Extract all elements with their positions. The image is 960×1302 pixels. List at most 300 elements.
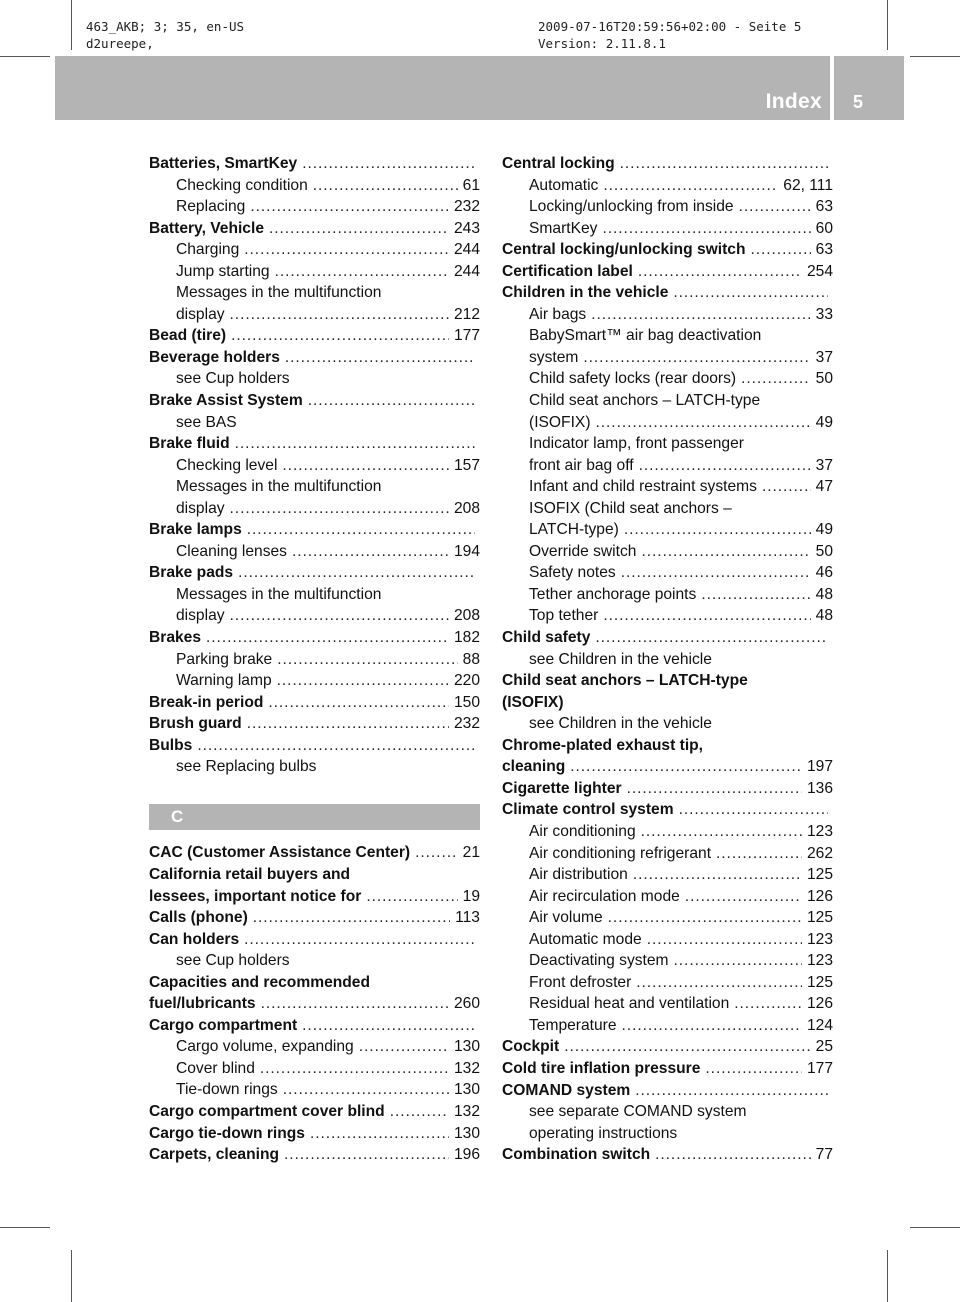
index-subentry [502, 368, 833, 390]
page-reference: 177 [453, 327, 480, 345]
dot-leader [253, 907, 450, 929]
entry-label: Cigarette lighter [502, 779, 622, 797]
dot-leader [390, 1101, 449, 1123]
entry-label: Charging [176, 241, 240, 259]
entry-label: Cargo compartment cover blind [149, 1102, 385, 1120]
entry-label: Parking brake [176, 650, 273, 668]
page-reference: 130 [453, 1124, 480, 1142]
entry-label: fuel/lubricants [149, 995, 256, 1013]
page-reference: 21 [462, 844, 480, 862]
dot-leader [250, 196, 449, 218]
entry-label: Air recirculation mode [529, 887, 680, 905]
dot-leader [564, 1036, 810, 1058]
dot-leader [608, 907, 802, 929]
page-reference: 243 [453, 219, 480, 237]
dot-leader [583, 347, 810, 369]
entry-label: Jump starting [176, 262, 270, 280]
page-reference: 130 [453, 1081, 480, 1099]
index-entry [149, 562, 480, 584]
index-subentry [149, 950, 480, 972]
page-reference: 37 [815, 348, 833, 366]
index-subentry [502, 218, 833, 240]
dot-leader [231, 325, 449, 347]
index-entry [502, 153, 833, 175]
page-reference: 48 [815, 607, 833, 625]
entry-label: display [176, 607, 225, 625]
index-entry [502, 282, 833, 304]
index-subentry [502, 390, 833, 412]
index-subentry [149, 1036, 480, 1058]
dot-leader [750, 239, 810, 261]
dot-leader [705, 1058, 802, 1080]
index-subentry [502, 412, 833, 434]
entry-label: Air distribution [529, 866, 628, 884]
dot-leader [247, 519, 475, 541]
index-subentry [502, 455, 833, 477]
index-subentry [502, 304, 833, 326]
entry-label: Cargo volume, expanding [176, 1038, 354, 1056]
page-reference: 208 [453, 499, 480, 517]
dot-leader [647, 929, 802, 951]
entry-label: Tether anchorage points [529, 585, 697, 603]
dot-leader [639, 455, 811, 477]
meta-left-line1: 463_AKB; 3; 35, en-US [86, 19, 245, 34]
dot-leader [230, 498, 449, 520]
page-reference: 125 [806, 909, 833, 927]
index-entry [149, 1101, 480, 1123]
page-reference: 136 [806, 779, 833, 797]
dot-leader [633, 864, 802, 886]
dot-leader [741, 368, 811, 390]
entry-label: see BAS [176, 413, 237, 431]
entry-label: Warning lamp [176, 672, 272, 690]
crop-mark [0, 1227, 50, 1228]
dot-leader [302, 1015, 475, 1037]
entry-label: cleaning [502, 758, 566, 776]
entry-label: Child safety locks (rear doors) [529, 370, 737, 388]
entry-label: Messages in the multifunction [176, 478, 382, 496]
entry-label: Override switch [529, 542, 637, 560]
page-reference: 220 [453, 672, 480, 690]
index-entry [502, 627, 833, 649]
entry-label: COMAND system [502, 1081, 631, 1099]
dot-leader [739, 196, 811, 218]
page-reference: 49 [815, 521, 833, 539]
index-subentry [502, 562, 833, 584]
index-entry [149, 886, 480, 908]
entry-label: front air bag off [529, 456, 634, 474]
page-reference: 88 [462, 650, 480, 668]
entry-label: Brush guard [149, 715, 242, 733]
entry-label: Tie-down rings [176, 1081, 278, 1099]
entry-label: Safety notes [529, 564, 616, 582]
dot-leader [627, 778, 802, 800]
page-reference: 208 [453, 607, 480, 625]
dot-leader [673, 282, 828, 304]
dot-leader [716, 843, 802, 865]
index-subentry [149, 261, 480, 283]
entry-label: Batteries, SmartKey [149, 155, 298, 172]
index-subentry [502, 196, 833, 218]
index-subentry [502, 713, 833, 735]
index-entry [149, 993, 480, 1015]
page-reference: 48 [815, 585, 833, 603]
index-subentry [502, 1123, 833, 1145]
dot-leader [591, 304, 810, 326]
print-meta-left [86, 18, 244, 52]
entry-label: Replacing [176, 198, 246, 216]
entry-label: system [529, 348, 579, 366]
page-reference: 50 [815, 542, 833, 560]
dot-leader [282, 455, 449, 477]
dot-leader [359, 1036, 449, 1058]
index-subentry [149, 455, 480, 477]
index-subentry [149, 412, 480, 434]
dot-leader [701, 584, 810, 606]
page-reference: 126 [806, 995, 833, 1013]
dot-leader [283, 1079, 449, 1101]
entry-label: lessees, important notice for [149, 887, 362, 905]
page-reference: 177 [806, 1059, 833, 1077]
dot-leader [636, 972, 802, 994]
entry-label: Brake fluid [149, 435, 230, 453]
entry-label: Locking/unlocking from inside [529, 198, 734, 216]
entry-label: Brake pads [149, 564, 234, 582]
crop-mark [887, 0, 888, 50]
page-reference: 232 [453, 198, 480, 216]
index-entry [149, 1144, 480, 1166]
dot-leader [620, 153, 828, 175]
index-subentry [502, 929, 833, 951]
entry-label: Children in the vehicle [502, 284, 669, 302]
index-subentry [502, 821, 833, 843]
page-reference: 150 [453, 693, 480, 711]
dot-leader [247, 713, 449, 735]
entry-label: (ISOFIX) [502, 693, 564, 711]
entry-label: Automatic mode [529, 930, 642, 948]
index-subentry [502, 886, 833, 908]
entry-label: California retail buyers and [149, 865, 351, 883]
index-entry [502, 735, 833, 757]
dot-leader [284, 1144, 449, 1166]
entry-label: Certification label [502, 262, 633, 280]
entry-label: (ISOFIX) [529, 413, 591, 431]
entry-label: Messages in the multifunction [176, 284, 382, 302]
index-subentry [149, 584, 480, 606]
page-reference: 62, 111 [783, 176, 833, 194]
index-subentry [502, 993, 833, 1015]
entry-label: CAC (Customer Assistance Center) [149, 844, 411, 862]
crop-mark [71, 1250, 72, 1302]
dot-leader [292, 541, 449, 563]
entry-label: Cleaning lenses [176, 542, 287, 560]
dot-leader [641, 541, 810, 563]
index-subentry [502, 541, 833, 563]
index-subentry [149, 196, 480, 218]
entry-label: Child seat anchors – LATCH-type [502, 672, 748, 690]
page-reference: 77 [815, 1146, 833, 1164]
entry-label: Brakes [149, 629, 202, 647]
index-entry [149, 347, 480, 369]
entry-label: see Cup holders [176, 370, 290, 388]
index-subentry [149, 368, 480, 390]
index-entry [502, 1144, 833, 1166]
index-entry [149, 325, 480, 347]
index-subentry [149, 1058, 480, 1080]
index-subentry [149, 541, 480, 563]
page-reference: 197 [806, 758, 833, 776]
entry-label: see Cup holders [176, 952, 290, 970]
entry-label: Calls (phone) [149, 909, 248, 927]
page-reference: 63 [815, 198, 833, 216]
dot-leader [595, 627, 828, 649]
index-entry [149, 692, 480, 714]
page-reference: 132 [453, 1059, 480, 1077]
index-entry [149, 433, 480, 455]
index-entry [502, 261, 833, 283]
index-subentry [502, 433, 833, 455]
index-entry [502, 778, 833, 800]
page-reference: 260 [453, 995, 480, 1013]
entry-label: Cargo tie-down rings [149, 1124, 305, 1142]
dot-leader [285, 347, 475, 369]
index-entry [149, 218, 480, 240]
dot-leader [762, 476, 811, 498]
page-reference: 182 [453, 629, 480, 647]
dot-leader [302, 153, 475, 175]
entry-label: Cold tire inflation pressure [502, 1059, 701, 1077]
dot-leader [655, 1144, 811, 1166]
index-subentry [502, 175, 833, 197]
index-subentry [502, 605, 833, 627]
index-subentry [502, 476, 833, 498]
dot-leader [674, 950, 802, 972]
index-entry [149, 907, 480, 929]
entry-label: operating instructions [529, 1124, 678, 1142]
page-reference: 47 [815, 478, 833, 496]
entry-label: Brake lamps [149, 521, 242, 539]
page-number: 5 [852, 92, 863, 112]
print-meta-right [538, 18, 801, 52]
dot-leader [638, 261, 802, 283]
page-reference: 125 [806, 866, 833, 884]
entry-label: Carpets, cleaning [149, 1146, 279, 1164]
entry-label: Checking condition [176, 176, 308, 194]
entry-label: Bulbs [149, 736, 193, 754]
index-subentry [502, 972, 833, 994]
dot-leader [277, 649, 457, 671]
entry-label: Air conditioning refrigerant [529, 844, 712, 862]
dot-leader [635, 1080, 828, 1102]
page-reference: 61 [462, 176, 480, 194]
entry-label: Central locking/unlocking switch [502, 241, 746, 259]
entry-label: Battery, Vehicle [149, 219, 264, 237]
dot-leader [734, 993, 802, 1015]
page-reference: 46 [815, 564, 833, 582]
entry-label: Capacities and recommended [149, 973, 370, 991]
index-subentry [149, 670, 480, 692]
dot-leader [622, 1015, 802, 1037]
meta-right-line1: 2009-07-16T20:59:56+02:00 - Seite 5 [538, 19, 802, 34]
dot-leader [570, 756, 802, 778]
dot-leader [244, 239, 449, 261]
entry-label: Checking level [176, 456, 278, 474]
page-reference: 49 [815, 413, 833, 431]
section-letter-c: C [149, 804, 480, 830]
dot-leader [238, 562, 475, 584]
index-subentry [502, 347, 833, 369]
dot-leader [602, 218, 810, 240]
entry-label: Cargo compartment [149, 1016, 298, 1034]
index-subentry [149, 304, 480, 326]
entry-label: Residual heat and ventilation [529, 995, 730, 1013]
dot-leader [275, 261, 449, 283]
entry-label: see Children in the vehicle [529, 715, 712, 733]
index-entry [502, 670, 833, 692]
section-title: Index [765, 90, 822, 113]
index-entry [149, 1015, 480, 1037]
index-subentry [502, 1015, 833, 1037]
dot-leader [603, 175, 778, 197]
index-subentry [502, 864, 833, 886]
meta-right-line2: Version: 2.11.8.1 [538, 36, 666, 51]
page-reference: 113 [455, 909, 480, 927]
entry-label: Break-in period [149, 693, 264, 711]
index-column-right [502, 153, 833, 1166]
index-subentry [502, 325, 833, 347]
dot-leader [261, 993, 449, 1015]
page-reference: 262 [806, 844, 833, 862]
entry-label: Child seat anchors – LATCH-type [529, 392, 761, 410]
page-reference: 37 [815, 456, 833, 474]
entry-label: Temperature [529, 1016, 617, 1034]
index-entry [149, 929, 480, 951]
index-entry [149, 842, 480, 864]
entry-label: display [176, 305, 225, 323]
index-entry [149, 1123, 480, 1145]
meta-left-line2: d2ureepe, [86, 36, 154, 51]
page-reference: 124 [806, 1016, 833, 1034]
entry-label: BabySmart™ air bag deactivation [529, 327, 762, 345]
dot-leader [603, 605, 810, 627]
index-subentry [502, 1101, 833, 1123]
index-subentry [502, 950, 833, 972]
entry-label: ISOFIX (Child seat anchors – [529, 499, 732, 517]
entry-label: Chrome-plated exhaust tip, [502, 736, 704, 754]
dot-leader [310, 1123, 449, 1145]
dot-leader [197, 735, 475, 757]
page-reference: 254 [806, 262, 833, 280]
entry-label: Air bags [529, 305, 587, 323]
dot-leader [679, 799, 828, 821]
index-subentry [502, 519, 833, 541]
index-entry [149, 735, 480, 757]
dot-leader [596, 412, 811, 434]
entry-label: display [176, 499, 225, 517]
crop-mark [887, 1250, 888, 1302]
dot-leader [624, 519, 811, 541]
entry-label: Deactivating system [529, 952, 669, 970]
index-list-b [149, 153, 480, 778]
index-entry [149, 864, 480, 886]
entry-label: Beverage holders [149, 348, 280, 366]
dot-leader [230, 304, 449, 326]
crop-mark [0, 56, 50, 57]
page-reference: 25 [815, 1038, 833, 1056]
page-reference: 126 [806, 887, 833, 905]
index-subentry [149, 282, 480, 304]
entry-label: Combination switch [502, 1146, 651, 1164]
entry-label: Can holders [149, 930, 240, 948]
page-reference: 132 [453, 1102, 480, 1120]
index-entry [149, 972, 480, 994]
dot-leader [366, 886, 457, 908]
page-reference: 123 [806, 930, 833, 948]
index-subentry [149, 649, 480, 671]
index-entry [502, 1036, 833, 1058]
index-subentry [502, 843, 833, 865]
index-subentry [149, 476, 480, 498]
index-subentry [149, 175, 480, 197]
page-reference: 125 [806, 973, 833, 991]
entry-label: Indicator lamp, front passenger [529, 435, 744, 453]
dot-leader [269, 218, 449, 240]
page-reference: 60 [815, 219, 833, 237]
index-subentry [149, 239, 480, 261]
dot-leader [206, 627, 449, 649]
dot-leader [235, 433, 475, 455]
page-reference: 19 [462, 887, 480, 905]
crop-mark [910, 56, 960, 57]
dot-leader [641, 821, 802, 843]
page-reference: 50 [815, 370, 833, 388]
dot-leader [268, 692, 449, 714]
index-subentry [149, 498, 480, 520]
entry-label: SmartKey [529, 219, 598, 237]
entry-label: Climate control system [502, 801, 674, 819]
index-entry [502, 756, 833, 778]
entry-label: Front defroster [529, 973, 632, 991]
entry-label: LATCH-type) [529, 521, 619, 539]
page-reference: 196 [453, 1146, 480, 1164]
dot-leader [685, 886, 802, 908]
page-reference: 33 [815, 305, 833, 323]
dot-leader [260, 1058, 449, 1080]
index-subentry [502, 649, 833, 671]
index-entry [149, 153, 480, 175]
page-reference: 123 [806, 822, 833, 840]
dot-leader [244, 929, 475, 951]
page-reference: 123 [806, 952, 833, 970]
entry-label: Top tether [529, 607, 599, 625]
page-reference: 130 [453, 1038, 480, 1056]
index-subentry [502, 584, 833, 606]
dot-leader [277, 670, 449, 692]
entry-label: see separate COMAND system [529, 1103, 747, 1121]
header-bar [55, 56, 830, 120]
entry-label: Child safety [502, 629, 591, 647]
page-reference: 244 [453, 262, 480, 280]
page-reference: 194 [453, 542, 480, 560]
dot-leader [415, 842, 458, 864]
entry-label: Brake Assist System [149, 392, 303, 410]
entry-label: Bead (tire) [149, 327, 227, 345]
index-entry [149, 713, 480, 735]
entry-label: Automatic [529, 176, 599, 194]
index-entry [502, 1058, 833, 1080]
index-entry [502, 692, 833, 714]
index-list-c [149, 842, 480, 1165]
